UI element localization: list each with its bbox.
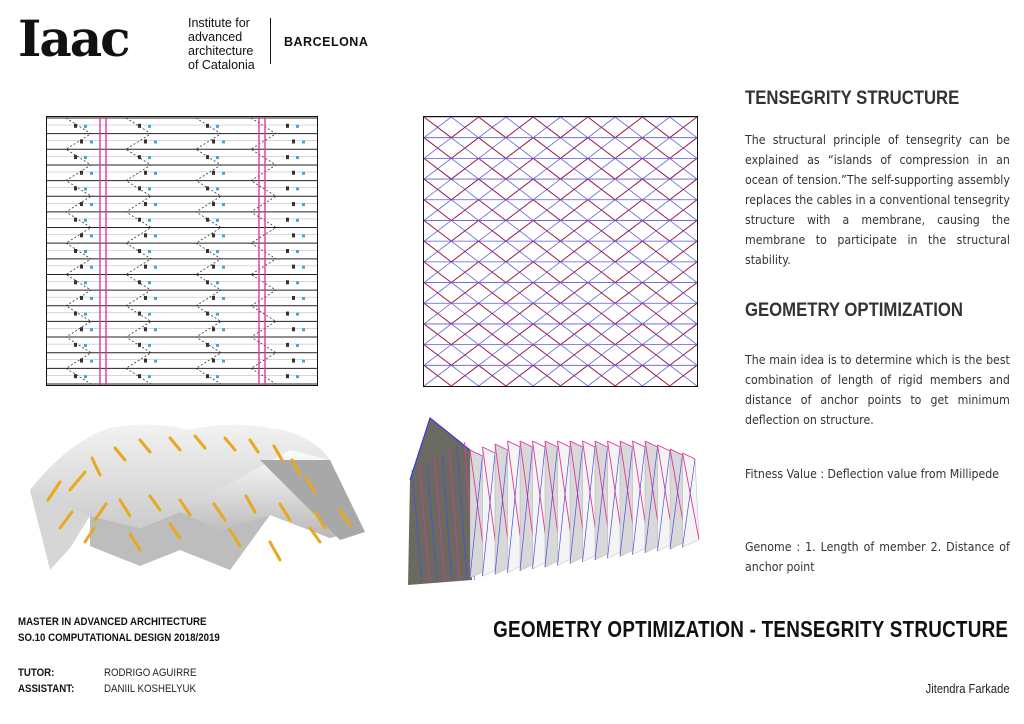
grid-zigzag-line bbox=[479, 262, 534, 283]
pattern-marker bbox=[206, 218, 209, 222]
grid-zigzag-line bbox=[479, 324, 534, 345]
pattern-marker bbox=[222, 328, 225, 331]
pattern-marker bbox=[74, 374, 77, 378]
pattern-marker bbox=[84, 250, 87, 253]
grid-zigzag-line bbox=[642, 303, 697, 324]
grid-zigzag-line bbox=[533, 220, 588, 241]
grid-zigzag-line bbox=[533, 117, 588, 138]
grid-zigzag-line bbox=[533, 324, 588, 345]
grid-zigzag-line bbox=[479, 220, 534, 241]
institute-line: architecture bbox=[188, 44, 254, 58]
course-label: SO.10 COMPUTATIONAL DESIGN 2018/2019 bbox=[18, 632, 220, 644]
pattern-marker bbox=[138, 249, 141, 253]
membrane-vault-render bbox=[30, 420, 365, 570]
institute-line: Institute for bbox=[188, 16, 250, 30]
grid-zigzag-line bbox=[588, 138, 643, 159]
grid-zigzag-line bbox=[479, 200, 534, 221]
pattern-marker bbox=[74, 343, 77, 347]
pattern-marker bbox=[216, 344, 219, 347]
grid-zigzag-line bbox=[642, 220, 697, 241]
grid-zigzag-line bbox=[479, 179, 534, 200]
grid-zigzag-line bbox=[479, 303, 534, 324]
pattern-marker bbox=[74, 155, 77, 159]
pattern-marker bbox=[286, 374, 289, 378]
pattern-marker bbox=[212, 202, 215, 206]
grid-zigzag-line bbox=[588, 324, 643, 345]
grid-zigzag-line bbox=[424, 138, 479, 159]
grid-zigzag-line bbox=[642, 365, 697, 386]
grid-zigzag-line bbox=[424, 158, 479, 179]
pattern-marker bbox=[212, 359, 215, 363]
pattern-marker bbox=[206, 249, 209, 253]
grid-zigzag-line bbox=[588, 117, 643, 138]
grid-zigzag-line bbox=[642, 283, 697, 304]
pattern-marker bbox=[74, 312, 77, 316]
grid-zigzag-line bbox=[424, 365, 479, 386]
pattern-marker bbox=[74, 124, 77, 128]
fitness-text: Fitness Value : Deflection value from Millipede bbox=[745, 467, 1000, 482]
pattern-marker bbox=[154, 360, 157, 363]
pattern-marker bbox=[148, 375, 151, 378]
pattern-marker bbox=[296, 187, 299, 190]
pattern-marker bbox=[212, 171, 215, 175]
grid-zigzag-line bbox=[533, 283, 588, 304]
pattern-marker bbox=[206, 155, 209, 159]
grid-zigzag-line bbox=[642, 158, 697, 179]
grid-zigzag-line bbox=[533, 220, 588, 241]
pattern-marker bbox=[154, 234, 157, 237]
grid-zigzag-line bbox=[588, 158, 643, 179]
grid-zigzag-line bbox=[479, 220, 534, 241]
grid-zigzag-line bbox=[642, 179, 697, 200]
grid-zigzag-line bbox=[588, 241, 643, 262]
pattern-marker bbox=[154, 266, 157, 269]
pattern-marker bbox=[292, 139, 295, 143]
pattern-marker bbox=[84, 156, 87, 159]
institute-name bbox=[188, 16, 255, 72]
grid-zigzag-line bbox=[533, 241, 588, 262]
grid-zigzag-line bbox=[533, 365, 588, 386]
pattern-marker bbox=[296, 156, 299, 159]
grid-zigzag-line bbox=[642, 220, 697, 241]
pattern-marker bbox=[74, 218, 77, 222]
grid-zigzag-line bbox=[533, 241, 588, 262]
sheet-title: GEOMETRY OPTIMIZATION - TENSEGRITY STRUCTURE bbox=[492, 616, 1008, 642]
grid-zigzag-line bbox=[588, 179, 643, 200]
grid-zigzag-line bbox=[642, 365, 697, 386]
grid-zigzag-line bbox=[588, 283, 643, 304]
grid-zigzag-line bbox=[479, 241, 534, 262]
grid-zigzag-line bbox=[424, 283, 479, 304]
grid-zigzag-line bbox=[424, 220, 479, 241]
pattern-marker bbox=[206, 124, 209, 128]
grid-zigzag-line bbox=[533, 345, 588, 366]
grid-zigzag-line bbox=[642, 200, 697, 221]
grid-zigzag-line bbox=[479, 200, 534, 221]
pattern-marker bbox=[148, 156, 151, 159]
grid-zigzag-line bbox=[424, 117, 479, 138]
grid-zigzag-line bbox=[588, 241, 643, 262]
grid-zigzag-line bbox=[424, 283, 479, 304]
grid-zigzag-line bbox=[479, 365, 534, 386]
grid-zigzag-line bbox=[424, 158, 479, 179]
pattern-marker bbox=[212, 265, 215, 269]
pattern-marker bbox=[302, 297, 305, 300]
grid-zigzag-line bbox=[479, 241, 534, 262]
pattern-marker bbox=[292, 327, 295, 331]
grid-zigzag-line bbox=[424, 241, 479, 262]
grid-zigzag-line bbox=[642, 200, 697, 221]
grid-zigzag-line bbox=[533, 179, 588, 200]
grid-zigzag-line bbox=[424, 117, 479, 138]
grid-zigzag-line bbox=[479, 365, 534, 386]
pattern-marker bbox=[286, 155, 289, 159]
grid-zigzag-line bbox=[533, 200, 588, 221]
rigid-member bbox=[270, 542, 280, 560]
pattern-marker bbox=[216, 281, 219, 284]
grid-zigzag-line bbox=[479, 303, 534, 324]
pattern-marker bbox=[216, 313, 219, 316]
pattern-marker bbox=[296, 219, 299, 222]
pattern-marker bbox=[84, 187, 87, 190]
tunnel-front-face bbox=[408, 418, 472, 585]
pattern-marker bbox=[84, 125, 87, 128]
pattern-marker bbox=[302, 234, 305, 237]
grid-zigzag-line bbox=[479, 117, 534, 138]
header-divider bbox=[270, 18, 271, 64]
grid-zigzag-line bbox=[533, 303, 588, 324]
grid-zigzag-line bbox=[533, 179, 588, 200]
grid-zigzag-line bbox=[533, 200, 588, 221]
pattern-marker bbox=[148, 281, 151, 284]
grid-zigzag-line bbox=[588, 117, 643, 138]
pattern-marker bbox=[286, 186, 289, 190]
grid-zigzag-line bbox=[533, 283, 588, 304]
pattern-marker bbox=[154, 140, 157, 143]
institute-line: advanced bbox=[188, 30, 243, 44]
grid-zigzag-line bbox=[588, 220, 643, 241]
grid-zigzag-line bbox=[642, 324, 697, 345]
grid-zigzag-line bbox=[588, 138, 643, 159]
pattern-marker bbox=[222, 266, 225, 269]
pattern-marker bbox=[296, 125, 299, 128]
grid-zigzag-line bbox=[588, 262, 643, 283]
pattern-marker bbox=[296, 344, 299, 347]
pattern-marker bbox=[212, 233, 215, 237]
geometry-text: The main idea is to determine which is the best combination of length of rigid members and distance of anchor points to get minimum deflection on structure. bbox=[745, 353, 1010, 428]
pattern-marker bbox=[144, 327, 147, 331]
grid-zigzag-line bbox=[588, 303, 643, 324]
grid-zigzag-line bbox=[642, 117, 697, 138]
pattern-marker bbox=[216, 156, 219, 159]
grid-zigzag-line bbox=[424, 179, 479, 200]
pattern-marker bbox=[80, 327, 83, 331]
grid-zigzag-line bbox=[588, 303, 643, 324]
pattern-marker bbox=[138, 155, 141, 159]
pattern-marker bbox=[216, 219, 219, 222]
grid-zigzag-line bbox=[479, 324, 534, 345]
pattern-frame bbox=[47, 117, 318, 386]
grid-zigzag-line bbox=[533, 117, 588, 138]
pattern-marker bbox=[138, 124, 141, 128]
pattern-marker bbox=[154, 328, 157, 331]
grid-zigzag-line bbox=[533, 138, 588, 159]
grid-zigzag-line bbox=[424, 345, 479, 366]
grid-zigzag-line bbox=[588, 345, 643, 366]
pattern-marker bbox=[90, 172, 93, 175]
pattern-marker bbox=[222, 360, 225, 363]
pattern-marker bbox=[302, 328, 305, 331]
tutor-name: RODRIGO AGUIRRE bbox=[104, 667, 197, 679]
grid-zigzag-line bbox=[479, 179, 534, 200]
grid-zigzag-line bbox=[424, 324, 479, 345]
grid-zigzag-line bbox=[588, 345, 643, 366]
grid-zigzag-line bbox=[424, 200, 479, 221]
pattern-marker bbox=[292, 296, 295, 300]
grid-zigzag-line bbox=[588, 262, 643, 283]
pattern-marker bbox=[148, 313, 151, 316]
city-label: BARCELONA bbox=[284, 35, 369, 49]
grid-zigzag-line bbox=[642, 262, 697, 283]
grid-zigzag-line bbox=[588, 200, 643, 221]
grid-zigzag-line bbox=[588, 200, 643, 221]
pattern-marker bbox=[138, 312, 141, 316]
pattern-marker bbox=[80, 265, 83, 269]
pattern-marker bbox=[216, 375, 219, 378]
pattern-marker bbox=[216, 125, 219, 128]
grid-zigzag-line bbox=[588, 365, 643, 386]
pattern-marker bbox=[138, 218, 141, 222]
grid-zigzag-line bbox=[642, 324, 697, 345]
pattern-marker bbox=[212, 139, 215, 143]
pattern-marker bbox=[154, 203, 157, 206]
grid-zigzag-line bbox=[424, 303, 479, 324]
pattern-marker bbox=[206, 374, 209, 378]
grid-zigzag-line bbox=[533, 303, 588, 324]
pattern-marker bbox=[148, 219, 151, 222]
pattern-marker bbox=[138, 186, 141, 190]
heading-tensegrity: TENSEGRITY STRUCTURE bbox=[745, 88, 960, 109]
pattern-marker bbox=[84, 313, 87, 316]
pattern-marker bbox=[286, 124, 289, 128]
iaac-logo: Iaac bbox=[18, 9, 129, 68]
pattern-marker bbox=[138, 374, 141, 378]
grid-zigzag-line bbox=[533, 138, 588, 159]
grid-zigzag-line bbox=[424, 200, 479, 221]
assistant-label: ASSISTANT: bbox=[18, 683, 75, 695]
pattern-marker bbox=[296, 281, 299, 284]
pattern-marker bbox=[84, 281, 87, 284]
grid-zigzag-line bbox=[533, 158, 588, 179]
grid-zigzag-line bbox=[642, 303, 697, 324]
pattern-marker bbox=[80, 171, 83, 175]
pattern-marker bbox=[80, 359, 83, 363]
grid-zigzag-line bbox=[479, 158, 534, 179]
pattern-marker bbox=[84, 375, 87, 378]
grid-zigzag-line bbox=[424, 345, 479, 366]
pattern-marker bbox=[148, 344, 151, 347]
pattern-marker bbox=[206, 343, 209, 347]
grid-zigzag-line bbox=[642, 241, 697, 262]
pattern-marker bbox=[292, 359, 295, 363]
pattern-marker bbox=[292, 202, 295, 206]
pattern-marker bbox=[286, 312, 289, 316]
flat-pattern-drawing bbox=[46, 116, 318, 386]
pattern-marker bbox=[90, 297, 93, 300]
grid-zigzag-line bbox=[479, 138, 534, 159]
grid-zigzag-line bbox=[424, 303, 479, 324]
pattern-marker bbox=[84, 344, 87, 347]
pattern-marker bbox=[144, 296, 147, 300]
pattern-marker bbox=[206, 312, 209, 316]
institute-line: of Catalonia bbox=[188, 58, 255, 72]
grid-zigzag-line bbox=[533, 324, 588, 345]
pattern-marker bbox=[206, 186, 209, 190]
pattern-marker bbox=[286, 280, 289, 284]
pattern-marker bbox=[216, 250, 219, 253]
grid-zigzag-line bbox=[424, 241, 479, 262]
pattern-marker bbox=[144, 139, 147, 143]
program-label: MASTER IN ADVANCED ARCHITECTURE bbox=[18, 616, 207, 628]
pattern-marker bbox=[74, 249, 77, 253]
pattern-marker bbox=[148, 187, 151, 190]
pattern-marker bbox=[296, 250, 299, 253]
grid-zigzag-line bbox=[533, 345, 588, 366]
pattern-marker bbox=[80, 233, 83, 237]
grid-zigzag-line bbox=[479, 117, 534, 138]
grid-zigzag-line bbox=[533, 365, 588, 386]
grid-zigzag-line bbox=[588, 365, 643, 386]
pattern-marker bbox=[216, 187, 219, 190]
grid-zigzag-line bbox=[479, 158, 534, 179]
pattern-marker bbox=[302, 140, 305, 143]
pattern-marker bbox=[148, 125, 151, 128]
pattern-marker bbox=[90, 140, 93, 143]
grid-zigzag-line bbox=[642, 138, 697, 159]
pattern-marker bbox=[286, 249, 289, 253]
pattern-marker bbox=[302, 203, 305, 206]
diamond-grid-drawing bbox=[423, 116, 698, 387]
pattern-marker bbox=[74, 186, 77, 190]
pattern-marker bbox=[80, 139, 83, 143]
pattern-marker bbox=[80, 296, 83, 300]
author-name: Jitendra Farkade bbox=[926, 681, 1010, 696]
grid-zigzag-line bbox=[642, 345, 697, 366]
pattern-marker bbox=[222, 234, 225, 237]
pattern-marker bbox=[302, 266, 305, 269]
pattern-marker bbox=[302, 172, 305, 175]
grid-zigzag-line bbox=[642, 179, 697, 200]
grid-zigzag-line bbox=[479, 138, 534, 159]
grid-zigzag-line bbox=[479, 283, 534, 304]
grid-zigzag-line bbox=[479, 345, 534, 366]
pattern-marker bbox=[144, 359, 147, 363]
pattern-marker bbox=[296, 375, 299, 378]
pattern-marker bbox=[138, 343, 141, 347]
grid-zigzag-line bbox=[533, 158, 588, 179]
pattern-marker bbox=[154, 172, 157, 175]
grid-zigzag-line bbox=[479, 283, 534, 304]
grid-zigzag-line bbox=[533, 262, 588, 283]
pleated-tunnel-render bbox=[400, 410, 725, 590]
pattern-marker bbox=[144, 233, 147, 237]
pattern-marker bbox=[286, 218, 289, 222]
pattern-marker bbox=[90, 360, 93, 363]
pattern-marker bbox=[292, 233, 295, 237]
pattern-marker bbox=[84, 219, 87, 222]
grid-zigzag-line bbox=[424, 220, 479, 241]
pattern-marker bbox=[80, 202, 83, 206]
pattern-marker bbox=[148, 250, 151, 253]
grid-zigzag-line bbox=[424, 324, 479, 345]
pattern-marker bbox=[292, 265, 295, 269]
grid-zigzag-line bbox=[588, 220, 643, 241]
pattern-marker bbox=[144, 265, 147, 269]
pattern-marker bbox=[222, 172, 225, 175]
pattern-marker bbox=[138, 280, 141, 284]
grid-zigzag-line bbox=[642, 117, 697, 138]
pattern-marker bbox=[212, 327, 215, 331]
grid-zigzag-line bbox=[642, 262, 697, 283]
pattern-marker bbox=[222, 203, 225, 206]
tensegrity-text: The structural principle of tensegrity can be explained as “islands of compression in an ocean of tension.”The self-supporting assembly replaces the cables in a conventional tensegrity structure with a membrane, causing the membrane to participate in the structural stability. bbox=[745, 133, 1010, 268]
heading-geometry: GEOMETRY OPTIMIZATION bbox=[745, 300, 963, 321]
grid-zigzag-line bbox=[642, 158, 697, 179]
pattern-marker bbox=[90, 203, 93, 206]
grid-zigzag-line bbox=[479, 345, 534, 366]
tutor-label: TUTOR: bbox=[18, 667, 55, 679]
grid-zigzag-line bbox=[642, 283, 697, 304]
pattern-marker bbox=[90, 234, 93, 237]
grid-zigzag-line bbox=[424, 179, 479, 200]
pattern-marker bbox=[206, 280, 209, 284]
grid-zigzag-line bbox=[479, 262, 534, 283]
grid-zigzag-line bbox=[642, 345, 697, 366]
grid-zigzag-line bbox=[424, 262, 479, 283]
assistant-name: DANIIL KOSHELYUK bbox=[104, 683, 197, 695]
grid-zigzag-line bbox=[642, 138, 697, 159]
pattern-marker bbox=[292, 171, 295, 175]
pattern-marker bbox=[296, 313, 299, 316]
grid-zigzag-line bbox=[588, 158, 643, 179]
grid-zigzag-line bbox=[642, 241, 697, 262]
grid-zigzag-line bbox=[588, 283, 643, 304]
pattern-marker bbox=[222, 140, 225, 143]
pattern-marker bbox=[144, 171, 147, 175]
pattern-marker bbox=[74, 280, 77, 284]
pattern-marker bbox=[154, 297, 157, 300]
pattern-marker bbox=[90, 328, 93, 331]
grid-zigzag-line bbox=[424, 138, 479, 159]
pattern-marker bbox=[144, 202, 147, 206]
pattern-marker bbox=[222, 297, 225, 300]
genome-text: Genome : 1. Length of member 2. Distance of anchor point bbox=[745, 540, 1010, 575]
pattern-marker bbox=[212, 296, 215, 300]
pattern-marker bbox=[302, 360, 305, 363]
grid-zigzag-line bbox=[588, 179, 643, 200]
pattern-marker bbox=[286, 343, 289, 347]
grid-zigzag-line bbox=[424, 365, 479, 386]
grid-zigzag-line bbox=[424, 262, 479, 283]
grid-zigzag-line bbox=[533, 262, 588, 283]
grid-zigzag-line bbox=[588, 324, 643, 345]
pattern-marker bbox=[90, 266, 93, 269]
